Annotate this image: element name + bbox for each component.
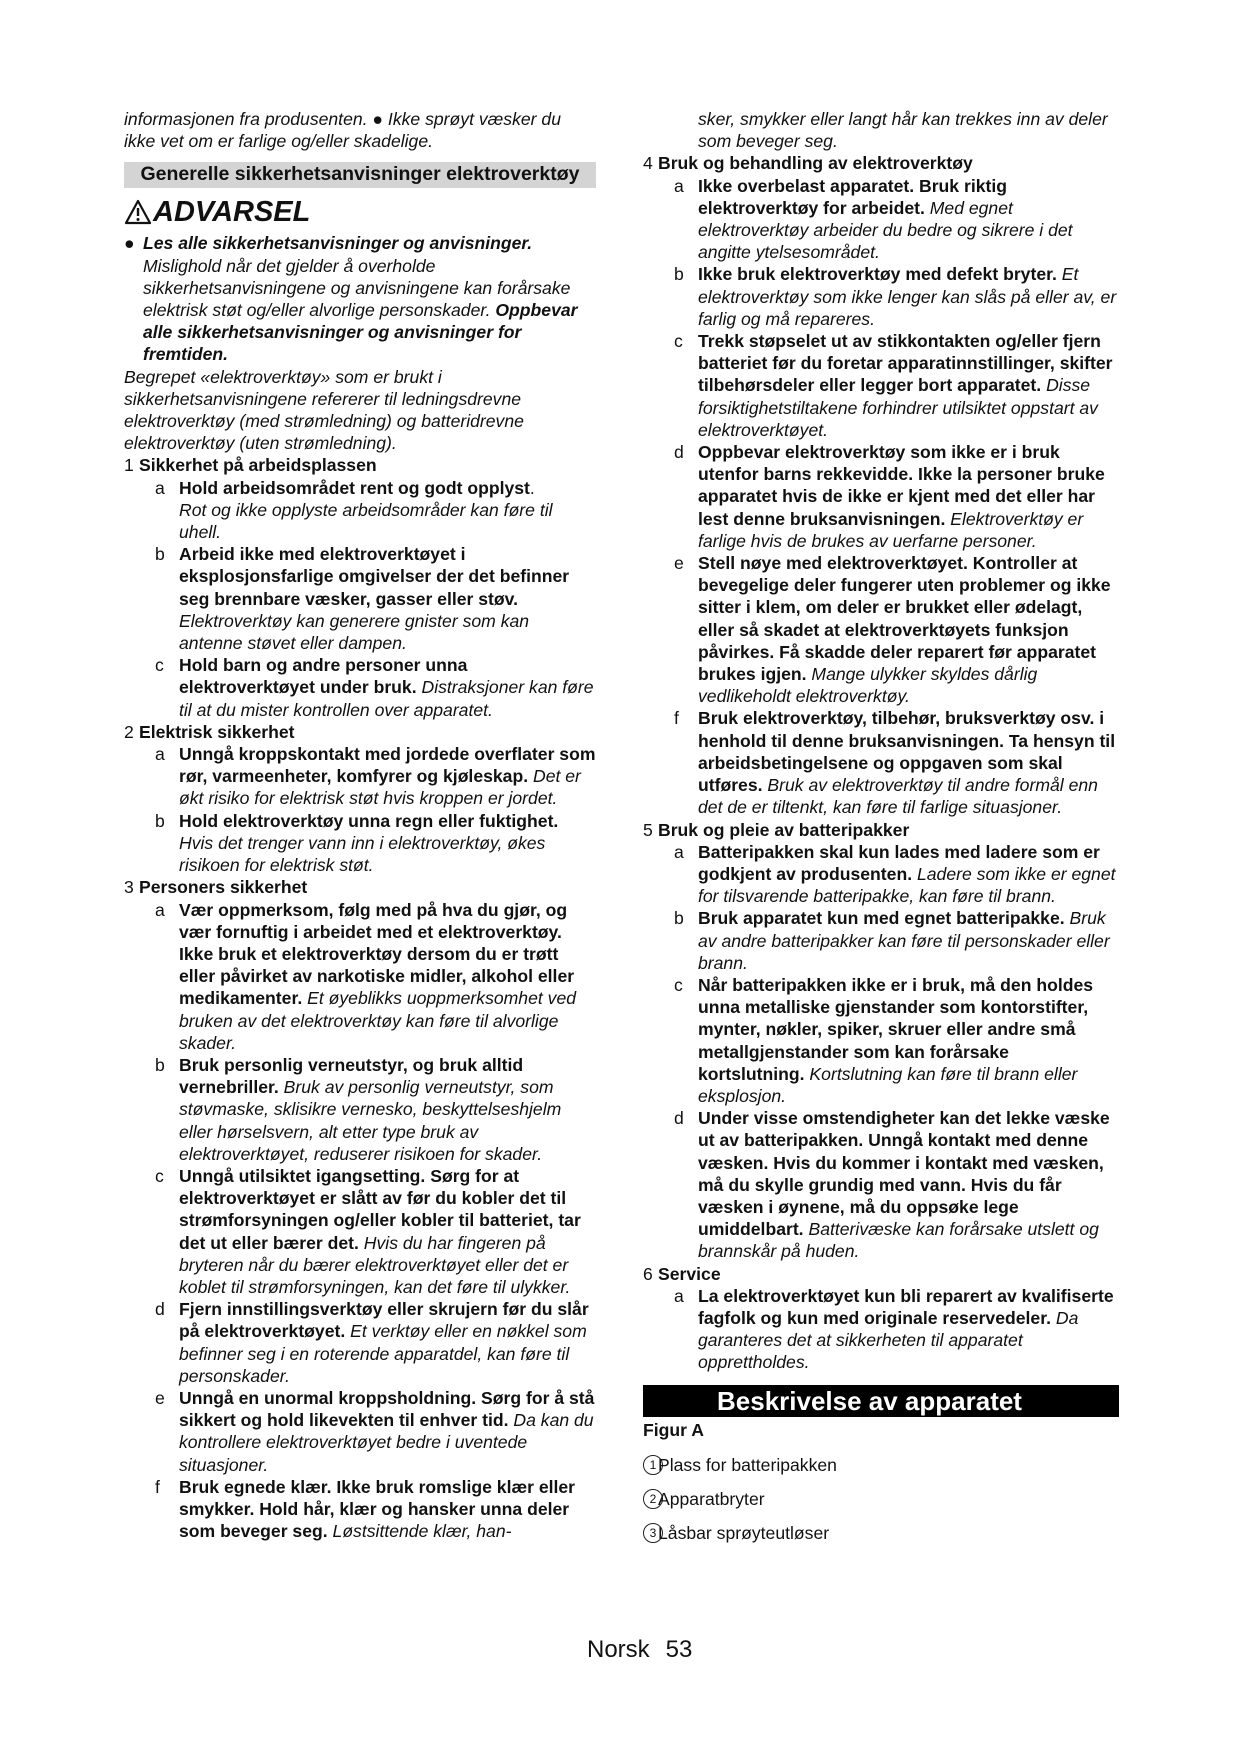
item-letter: d	[155, 1299, 165, 1320]
section-number: 4	[643, 153, 653, 174]
item-letter: a	[155, 477, 165, 498]
list-item	[643, 330, 1119, 441]
list-item	[643, 841, 1119, 908]
part-list-item	[643, 1448, 1119, 1482]
item-bold: Arbeid ikke med elektroverktøyet i eksplosjonsfarlige omgivelser der det befinner seg brennbare væsker, gasser eller støv.	[179, 544, 570, 609]
item-bold: Ikke bruk elektroverktøy med defekt bryter.	[698, 264, 1057, 285]
item-italic: sker, smykker eller langt hår kan trekkes inn av deler som beveger seg.	[698, 109, 1108, 152]
item-italic: Kortslutning kan føre til brann eller eksplosjon.	[698, 1063, 1078, 1106]
footer-language: Norsk	[587, 1636, 650, 1663]
section-3-title	[124, 876, 596, 898]
item-text	[698, 1107, 1119, 1262]
right-column	[643, 108, 1119, 1550]
item-text	[698, 1285, 1119, 1374]
item-italic: Hvis det trenger vann inn i elektroverktøy, økes risikoen for elektrisk støt.	[179, 832, 546, 876]
item-bold: Under visse omstendigheter kan det lekke væske ut av batteripakken. Unngå kontakt med denne væsken. Hvis du kommer i kontakt med væsken, må du skylle grundig med vann. Hvis du får væsken i øynene, må du oppsøke lege umiddelbart.	[698, 1108, 1110, 1240]
section-1-title	[124, 454, 596, 476]
item-bold: Unngå kroppskontakt med jordede overflater som rør, varmeenheter, komfyrer og kjøleskap.	[179, 744, 596, 787]
list-item	[643, 552, 1119, 707]
item-bold: Når batteripakken ikke er i bruk, må den holdes unna metalliske gjenstander som kontorstifter, mynter, nøkler, spiker, skruer eller andre små metallgjenstander som kan forårsake kortslutning.	[698, 974, 1094, 1084]
section-number: 3	[124, 877, 134, 898]
part-list-item	[643, 1516, 1119, 1550]
item-bold: Hold elektroverktøy unna regn eller fuktighet.	[179, 810, 559, 831]
item-letter: c	[674, 331, 683, 352]
description-heading: Beskrivelse av apparatet	[643, 1385, 1119, 1417]
section-number: 1	[124, 455, 134, 476]
item-italic: Disse forsiktighetstiltakene forhindrer utilsiktet oppstart av elektroverktøyet.	[698, 375, 1098, 440]
part-label: Apparatbryter	[658, 1488, 765, 1509]
warning-label: ADVARSEL	[153, 196, 311, 229]
section-title: Elektrisk sikkerhet	[139, 721, 295, 742]
item-text	[698, 974, 1119, 1107]
item-bold: La elektroverktøyet kun bli reparert av kvalifiserte fagfolk og kun med originale reservedeler.	[698, 1285, 1114, 1328]
item-letter: d	[674, 442, 684, 463]
item-letter: c	[155, 1165, 164, 1186]
bullet-dot: ●	[124, 233, 135, 254]
list-item	[124, 1387, 596, 1476]
carryover-text	[643, 108, 1119, 152]
section-title: Sikkerhet på arbeidsplassen	[139, 455, 377, 476]
part-label: Plass for batteripakken	[658, 1454, 837, 1475]
list-item	[124, 810, 596, 877]
item-letter: a	[674, 175, 684, 196]
item-letter: d	[674, 1108, 684, 1129]
item-bold: Trekk støpselet ut av stikkontakten og/eller fjern batteriet før du foretar apparatinnstillinger, skifter tilbehørsdeler eller legger bort apparatet.	[698, 331, 1113, 396]
intro-text: informasjonen fra produsenten. ● Ikke sprøyt væsker du ikke vet om er farlige og/eller skadelige.	[124, 109, 561, 152]
section-title: Bruk og behandling av elektroverktøy	[658, 153, 973, 174]
item-italic: Med egnet elektroverktøy arbeider du bedre og sikrere i det angitte ytelsesområdet.	[698, 197, 1073, 263]
item-bold: Bruk egnede klær. Ikke bruk romslige klær eller smykker. Hold hår, klær og hansker unna deler som beveger seg.	[179, 1476, 576, 1542]
page-number: 53	[665, 1636, 693, 1663]
item-letter: b	[155, 1054, 165, 1075]
item-text	[179, 1054, 596, 1165]
item-bold: Hold arbeidsområdet rent og godt opplyst	[179, 477, 530, 498]
item-italic: Batterivæske kan forårsake utslett og brannskår på huden.	[698, 1219, 1099, 1262]
list-item	[643, 441, 1119, 552]
item-normal: .	[529, 477, 535, 498]
list-item	[643, 974, 1119, 1107]
item-letter: b	[155, 544, 165, 565]
warning-title	[124, 195, 596, 229]
item-bold: Unngå en unormal kroppsholdning. Sørg for å stå sikkert og hold likevekten til enhver tid.	[179, 1387, 595, 1431]
item-italic: Mange ulykker skyldes dårlig vedlikeholdt elektroverktøy.	[698, 664, 1038, 707]
term-definition: Begrepet «elektroverktøy» som er brukt i sikkerhetsanvisningene refererer til ledningsdrevne elektroverktøy (med strømledning) og batteridrevne elektroverktøy (uten strømledning).	[124, 366, 524, 454]
item-text	[179, 654, 596, 721]
item-text	[698, 907, 1119, 974]
item-text	[698, 175, 1119, 264]
part-number-circle: 3	[643, 1523, 663, 1543]
general-safety-heading: Generelle sikkerhetsanvisninger elektroverktøy	[124, 162, 596, 188]
figure-reference: Figur A	[643, 1419, 704, 1440]
item-bold: Ikke overbelast apparatet. Bruk riktig elektroverktøy for arbeidet.	[698, 175, 1007, 218]
section-6-title	[643, 1263, 1119, 1285]
item-italic: Distraksjoner kan føre til at du mister kontrollen over apparatet.	[179, 677, 594, 720]
list-item	[643, 263, 1119, 330]
item-bold: Oppbevar elektroverktøy som ikke er i bruk utenfor barns rekkevidde. Ikke la personer bruke apparatet hvis de ikke er kjent med det eller har lest denne bruksanvisningen.	[698, 442, 1105, 529]
section-number: 5	[643, 819, 653, 840]
item-letter: b	[674, 908, 684, 929]
item-text	[179, 477, 596, 544]
item-text	[179, 1298, 596, 1387]
part-label: Låsbar sprøyteutløser	[658, 1522, 830, 1543]
item-italic: Bruk av personlig verneutstyr, som støvmaske, sklisikre vernesko, beskyttelseshjelm eller hørselsvern, alt etter type bruk av elektroverktøyet, reduserer risikoen for skader.	[179, 1077, 562, 1164]
item-text	[179, 810, 596, 877]
list-item	[643, 907, 1119, 974]
item-bold: Hold barn og andre personer unna elektroverktøyet under bruk.	[179, 655, 468, 698]
item-italic: Ladere som ikke er egnet for tilsvarende batteripakke, kan føre til brann.	[698, 863, 1116, 907]
item-bold: Vær oppmerksom, følg med på hva du gjør, og vær fornuftig i arbeidet med et elektroverktøy. Ikke bruk et elektroverktøy dersom du er trøtt eller påvirket av narkotiske midler, alkohol eller medikamenter.	[179, 899, 575, 1009]
list-item	[124, 899, 596, 1054]
item-text	[698, 841, 1119, 908]
list-item	[124, 654, 596, 721]
item-italic: Et øyeblikks uoppmerksomhet ved bruken av det elektroverktøy kan føre til alvorlige skader.	[179, 988, 577, 1053]
list-item	[124, 1165, 596, 1298]
item-letter: e	[674, 553, 684, 574]
section-5-title	[643, 819, 1119, 841]
item-text	[179, 1165, 596, 1298]
item-bold: Bruk personlig verneutstyr, og bruk alltid vernebriller.	[179, 1054, 524, 1098]
item-letter: a	[155, 899, 165, 920]
part-number-circle: 2	[643, 1489, 663, 1509]
section-4-title	[643, 152, 1119, 174]
item-letter: a	[674, 841, 684, 862]
warning-normal-1: Mislighold når det gjelder å overholde sikkerhetsanvisningene og anvisningene kan forårsake elektrisk støt og/eller alvorlige personskader.	[143, 255, 571, 321]
warning-bullet-item	[124, 232, 596, 365]
item-italic: Da kan du kontrollere elektroverktøyet bedre i uventede situasjoner.	[179, 1410, 594, 1475]
page-footer	[587, 1636, 692, 1664]
section-number: 2	[124, 721, 134, 742]
list-item	[643, 707, 1119, 818]
item-text	[698, 330, 1119, 441]
item-text	[179, 899, 596, 1054]
part-number-circle: 1	[643, 1455, 663, 1475]
item-letter: b	[674, 264, 684, 285]
item-italic: Løstsittende klær, han-	[327, 1521, 512, 1542]
item-text	[179, 743, 596, 810]
list-item	[124, 743, 596, 810]
item-text	[698, 263, 1119, 330]
item-bold: Bruk apparatet kun med egnet batteripakke.	[698, 908, 1065, 929]
item-letter: f	[155, 1476, 160, 1497]
item-letter: f	[674, 708, 679, 729]
list-item	[643, 1285, 1119, 1374]
warning-bold-1: Les alle sikkerhetsanvisninger og anvisninger.	[143, 233, 533, 254]
item-bold: Stell nøye med elektroverktøyet. Kontroller at bevegelige deler fungerer uten problemer og ikke sitter i klem, om deler er brukket eller ødelagt, eller så skadet at elektroverktøyets funksjon påvirkes. Få skadde deler reparert før apparatet brukes igjen.	[698, 553, 1111, 685]
item-bold: Unngå utilsiktet igangsetting. Sørg for at elektroverktøyet er slått av før du kobler det til strømforsyningen og/eller kobler til batteriet, tar det ut eller bærer det.	[179, 1165, 581, 1253]
item-text	[179, 543, 596, 654]
item-italic: Elektroverktøy er farlige hvis de brukes av uerfarne personer.	[698, 508, 1084, 551]
left-column	[124, 108, 596, 1542]
item-italic: Elektroverktøy kan generere gnister som kan antenne støvet eller dampen.	[179, 610, 530, 654]
section-2-title	[124, 721, 596, 743]
part-list-item	[643, 1482, 1119, 1516]
item-letter: b	[155, 810, 165, 831]
list-item	[124, 1298, 596, 1387]
item-letter: a	[155, 744, 165, 765]
item-text	[698, 552, 1119, 707]
item-bold: Bruk elektroverktøy, tilbehør, bruksverktøy osv. i henhold til denne bruksanvisningen. Ta hensyn til arbeidsbetingelsene og oppgaven som skal utføres.	[698, 708, 1116, 796]
item-italic: Hvis du har fingeren på bryteren når du bærer elektroverktøyet eller det er koblet til strømforsyningen, kan det føre til ulykker.	[179, 1232, 571, 1297]
item-italic: Et verktøy eller en nøkkel som befinner seg i en roterende apparatdel, kan føre til personskader.	[179, 1321, 587, 1386]
item-letter: a	[674, 1285, 684, 1306]
list-item	[124, 1054, 596, 1165]
item-letter: c	[674, 974, 683, 995]
section-title: Bruk og pleie av batteripakker	[658, 819, 910, 840]
warning-bold-2: Oppbevar alle sikkerhetsanvisninger og anvisninger for fremtiden.	[143, 300, 578, 365]
item-italic: Rot og ikke opplyste arbeidsområder kan føre til uhell.	[179, 499, 553, 543]
section-title: Personers sikkerhet	[139, 877, 308, 898]
item-text	[179, 1476, 596, 1543]
list-item	[124, 1476, 596, 1543]
item-text	[179, 1387, 596, 1476]
item-italic: Bruk av elektroverktøy til andre formål enn det de er tiltenkt, kan føre til farlige situasjoner.	[698, 775, 1098, 818]
item-letter: e	[155, 1387, 165, 1408]
list-item	[643, 175, 1119, 264]
item-letter: c	[155, 655, 164, 676]
list-item	[124, 543, 596, 654]
item-text	[698, 441, 1119, 552]
item-italic: Et elektroverktøy som ikke lenger kan slås på eller av, er farlig og må repareres.	[698, 264, 1117, 329]
item-bold: Batteripakken skal kun lades med ladere som er godkjent av produsenten.	[698, 841, 1100, 884]
item-bold: Fjern innstillingsverktøy eller skrujern før du slår på elektroverktøyet.	[179, 1299, 589, 1342]
item-italic: Det er økt risiko for elektrisk støt hvis kroppen er jordet.	[179, 766, 581, 809]
warning-text	[143, 232, 596, 365]
warning-triangle-icon	[124, 199, 152, 225]
item-italic: Bruk av andre batteripakker kan føre til personskader eller brann.	[698, 908, 1110, 973]
item-text	[698, 707, 1119, 818]
section-title: Service	[658, 1263, 721, 1284]
section-number: 6	[643, 1263, 653, 1284]
item-italic: Da garanteres det at sikkerheten til apparatet opprettholdes.	[698, 1307, 1079, 1373]
list-item	[643, 1107, 1119, 1262]
list-item	[124, 477, 596, 544]
